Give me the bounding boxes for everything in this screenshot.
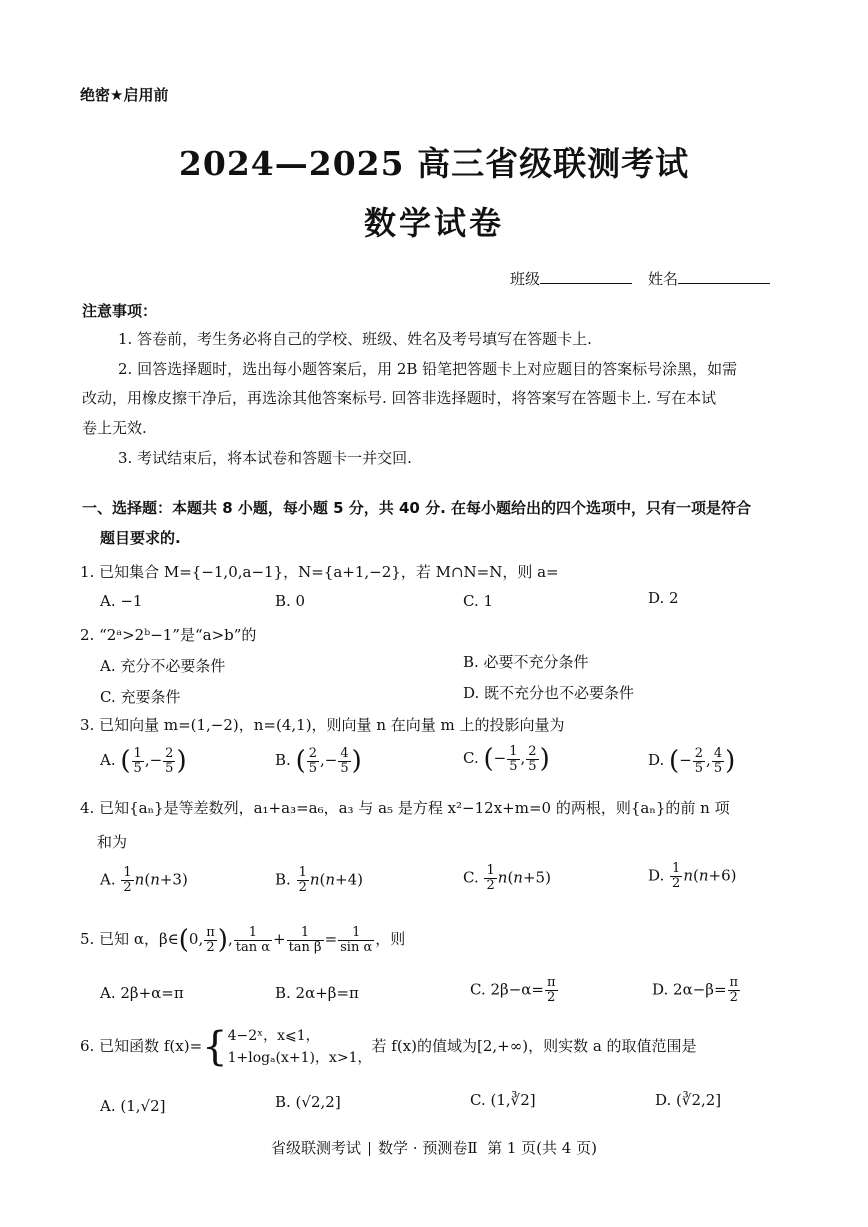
question-3-stem: 3. 已知向量 m=(1,−2)，n=(4,1)，则向量 n 在向量 m 上的投影向量为: [80, 716, 565, 734]
question-3-option-c: C. (− $\frac{1}{5}$ , $\frac{2}{5}$ ): [463, 743, 550, 774]
question-5-option-a: A. 2β+α=π: [100, 984, 184, 1002]
question-1-option-b: B. 0: [275, 592, 306, 610]
question-4-option-a: A. $\frac{1}{2}$ n(n+3): [100, 865, 188, 895]
question-6-option-c: C. (1,∛2]: [470, 1091, 536, 1109]
question-3-option-d: D. (− $\frac{2}{5}$ , $\frac{4}{5}$ ): [648, 745, 736, 776]
question-2-stem: 2. “2ᵃ>2ᵇ−1”是“a>b”的: [80, 626, 257, 644]
section-1-heading-cont: 题目要求的.: [100, 529, 181, 547]
question-5-option-d: D. 2α−β= $\frac{\pi}{2}$: [652, 975, 739, 1005]
class-field: [510, 268, 632, 289]
question-1-stem: 1. 已知集合 M={−1,0,a−1}，N={a+1,−2}，若 M∩N=N，则 a=: [80, 563, 559, 581]
subject-title: 数学试卷: [363, 204, 504, 242]
notes-title: 注意事项：: [82, 302, 158, 320]
name-field: [648, 268, 770, 289]
footer-exam-name: 省级联测考试: [271, 1139, 362, 1157]
question-3-option-b: B. ( $\frac{2}{5}$ ,− $\frac{4}{5}$ ): [275, 745, 362, 776]
exam-title: 2024—2025 高三省级联测考试: [178, 144, 690, 183]
question-2-option-a: A. 充分不必要条件: [100, 657, 226, 675]
footer-subject: 数学 · 预测卷Ⅱ: [378, 1139, 478, 1157]
name-label: 姓名: [648, 270, 679, 288]
note-2-line2: 改动，用橡皮擦干净后，再选涂其他答案标号. 回答非选择题时，将答案写在答题卡上. 写在本试: [82, 389, 717, 407]
question-6-option-b: B. (√2,2]: [275, 1093, 341, 1111]
question-2-option-d: D. 既不充分也不必要条件: [463, 684, 635, 702]
question-6-option-a: A. (1,√2]: [100, 1097, 166, 1115]
name-blank: [678, 271, 770, 284]
question-1-option-c: C. 1: [463, 592, 494, 610]
class-blank: [540, 271, 632, 284]
page-footer: [0, 1137, 868, 1158]
note-3: 3. 考试结束后，将本试卷和答题卡一并交回.: [118, 449, 412, 467]
confidential-label: 绝密★启用前: [80, 86, 169, 104]
question-1-option-a: A. −1: [100, 592, 143, 610]
question-4-stem-cont: 和为: [97, 833, 128, 851]
note-2-line3: 卷上无效.: [82, 419, 147, 437]
question-4-option-c: C. $\frac{1}{2}$ n(n+5): [463, 863, 551, 893]
question-3-option-a: A. ( $\frac{1}{5}$ ,− $\frac{2}{5}$ ): [100, 745, 187, 776]
question-4-option-b: B. $\frac{1}{2}$ n(n+4): [275, 865, 364, 895]
question-5-stem: 5. 已知 α，β∈(0, $\frac{\pi}{2}$ ), $\frac{1}{\text{tan α}}$ + $\frac{1}{\text{tan β}}$ = $\frac{1}{\text{sin α}}$ ，则: [80, 924, 406, 955]
question-5-option-b: B. 2α+β=π: [275, 984, 359, 1002]
question-1-option-d: D. 2: [648, 589, 679, 607]
question-6-stem: 6. 已知函数 f(x)={ 4−2ˣ，x⩽1， 1+logₐ(x+1)，x>1， 若 f(x)的值域为[2,+∞)，则实数 a 的取值范围是: [80, 1024, 697, 1070]
question-2-option-c: C. 充要条件: [100, 688, 181, 706]
class-label: 班级: [510, 270, 541, 288]
question-4-stem: 4. 已知{aₙ}是等差数列，a₁+a₃=a₆，a₃ 与 a₅ 是方程 x²−12x+m=0 的两根，则{aₙ}的前 n 项: [80, 799, 730, 817]
question-6-option-d: D. (∛2,2]: [655, 1091, 722, 1109]
section-1-heading: 一、选择题：本题共 8 小题，每小题 5 分，共 40 分. 在每小题给出的四个选项中，只有一项是符合: [82, 499, 752, 517]
footer-divider: [369, 1142, 370, 1156]
question-2-option-b: B. 必要不充分条件: [463, 653, 589, 671]
footer-page-number: 第 1 页(共 4 页): [487, 1139, 597, 1157]
note-1: 1. 答卷前，考生务必将自己的学校、班级、姓名及考号填写在答题卡上.: [118, 330, 592, 348]
question-4-option-d: D. $\frac{1}{2}$ n(n+6): [648, 861, 737, 891]
note-2-line1: 2. 回答选择题时，选出每小题答案后，用 2B 铅笔把答题卡上对应题目的答案标号涂黑，如需: [118, 360, 738, 378]
question-5-option-c: C. 2β−α= $\frac{\pi}{2}$: [470, 975, 556, 1005]
